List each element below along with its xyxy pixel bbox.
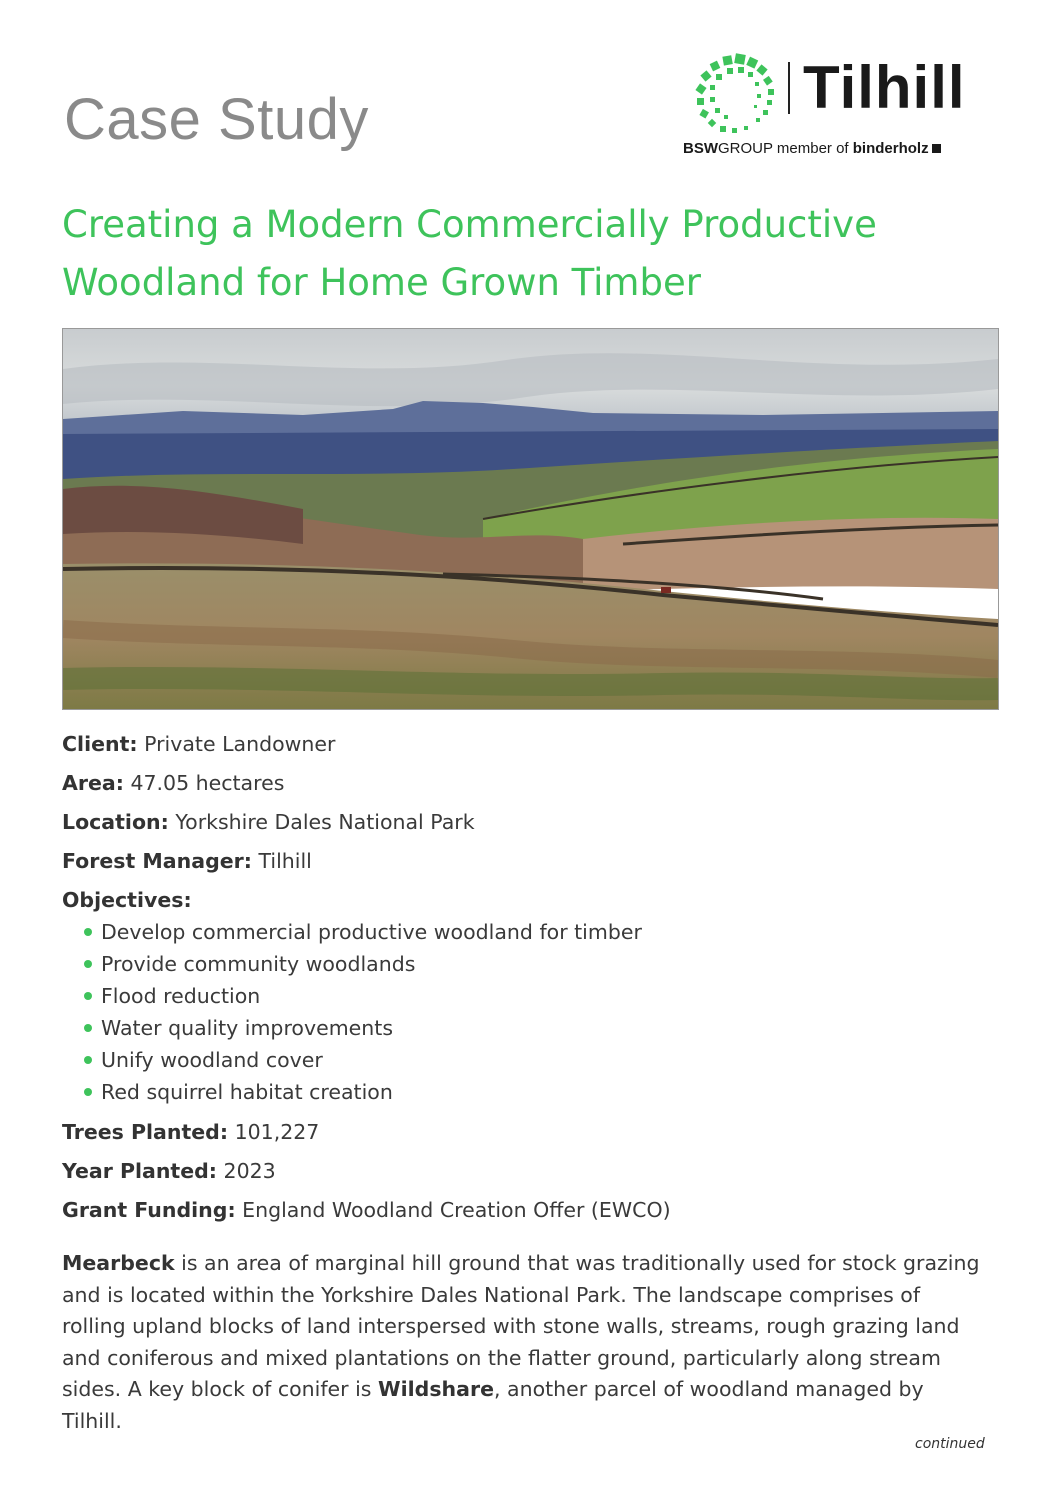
tilhill-logo	[683, 52, 1003, 162]
list-item	[84, 950, 1002, 982]
brand-name: Tilhill	[803, 54, 966, 121]
fact-area	[62, 769, 1002, 808]
objective-text: Develop commercial productive woodland for timber	[101, 920, 642, 944]
fact-year-label: Year Planted:	[62, 1159, 218, 1183]
tagline-square-icon	[932, 144, 941, 153]
tagline-bsw: BSW	[683, 140, 718, 157]
objective-text: Flood reduction	[101, 984, 261, 1008]
fact-trees	[62, 1118, 1002, 1157]
headline-line-1: Creating a Modern Commercially Productive	[62, 203, 877, 246]
landscape-illustration	[63, 329, 998, 709]
fact-grant-label: Grant Funding:	[62, 1198, 236, 1222]
case-study-title: Case Study	[64, 87, 369, 152]
tilhill-logo-icon	[693, 52, 777, 136]
body-paragraph	[62, 1248, 982, 1437]
bullet-icon	[84, 992, 92, 1000]
headline	[62, 196, 1042, 312]
fact-area-value: 47.05 hectares	[123, 771, 285, 795]
fact-client-value: Private Landowner	[137, 732, 336, 756]
fact-grant-value: England Woodland Creation Offer (EWCO)	[235, 1198, 671, 1222]
objective-text: Red squirrel habitat creation	[101, 1080, 393, 1104]
objective-text: Water quality improvements	[101, 1016, 393, 1040]
list-item	[84, 982, 1002, 1014]
brand-tagline	[683, 140, 941, 157]
bullet-icon	[84, 1024, 92, 1032]
fact-client	[62, 730, 1002, 769]
landscape-photo	[62, 328, 999, 710]
list-item	[84, 1046, 1002, 1078]
logo-divider	[788, 62, 790, 114]
body-bold-wildshare: Wildshare	[378, 1377, 494, 1401]
fact-location-value: Yorkshire Dales National Park	[168, 810, 475, 834]
fact-trees-value: 101,227	[228, 1120, 320, 1144]
bullet-icon	[84, 960, 92, 968]
fact-area-label: Area:	[62, 771, 124, 795]
fact-objectives	[62, 886, 1002, 918]
objective-text: Unify woodland cover	[101, 1048, 323, 1072]
objective-text: Provide community woodlands	[101, 952, 416, 976]
list-item	[84, 1014, 1002, 1046]
body-bold-mearbeck: Mearbeck	[62, 1251, 175, 1275]
fact-grant	[62, 1196, 1002, 1235]
bullet-icon	[84, 1056, 92, 1064]
tagline-group: GROUP member of	[718, 140, 853, 157]
fact-manager-label: Forest Manager:	[62, 849, 252, 873]
objectives-list	[84, 918, 1002, 1110]
fact-manager-value: Tilhill	[251, 849, 312, 873]
fact-year	[62, 1157, 1002, 1196]
fact-location-label: Location:	[62, 810, 169, 834]
body-text-2: , another parcel of woodland managed by Tilhill.	[62, 1377, 924, 1433]
fact-location	[62, 808, 1002, 847]
fact-manager	[62, 847, 1002, 886]
bullet-icon	[84, 1088, 92, 1096]
continued-note: continued	[915, 1436, 985, 1452]
project-facts	[62, 730, 1002, 1235]
fact-objectives-label: Objectives:	[62, 888, 192, 912]
fact-trees-label: Trees Planted:	[62, 1120, 229, 1144]
list-item	[84, 1078, 1002, 1110]
tagline-binderholz: binderholz	[852, 140, 929, 157]
list-item	[84, 918, 1002, 950]
body-text-1: is an area of marginal hill ground that was traditionally used for stock grazing and is located within the Yorkshire Dales National Park. The landscape comprises of rolling upland blocks of land interspersed with stone walls, streams, rough grazing land and coniferous and mixed plantations on the flatter ground, particularly along stream sides. A key block of conifer is	[62, 1251, 980, 1401]
headline-line-2: Woodland for Home Grown Timber	[62, 261, 701, 304]
fact-year-value: 2023	[217, 1159, 276, 1183]
fact-client-label: Client:	[62, 732, 138, 756]
bullet-icon	[84, 928, 92, 936]
